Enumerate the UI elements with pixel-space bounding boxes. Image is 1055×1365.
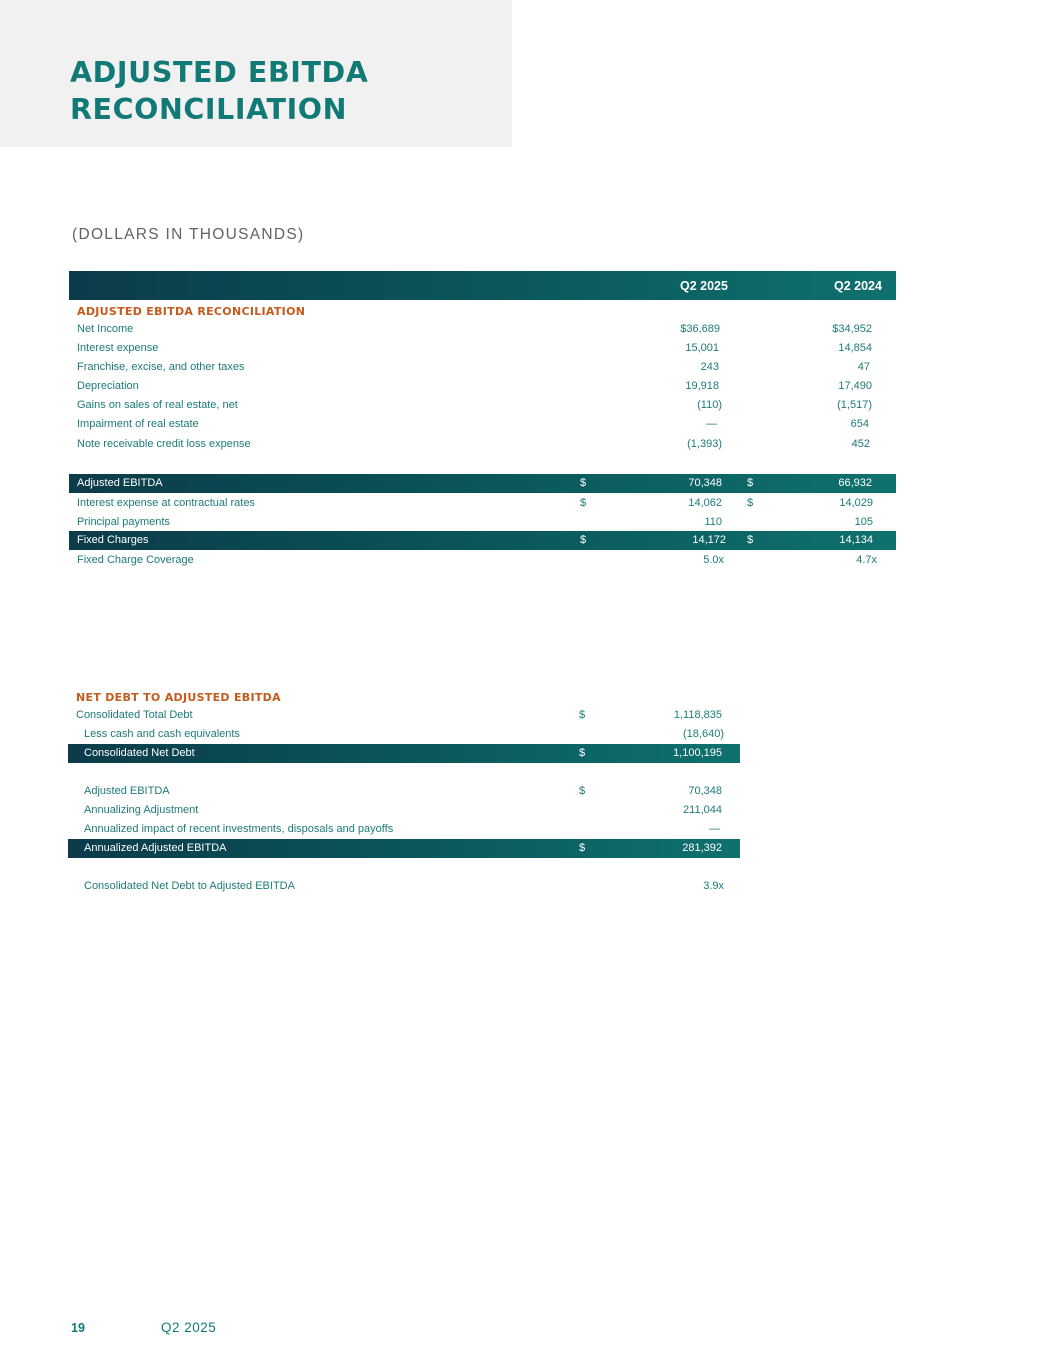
page-number: 19: [71, 1321, 85, 1335]
dollar-sign: $: [579, 747, 586, 759]
row-value-q2-2024: 654: [850, 418, 869, 430]
row-value-q2-2025: 70,348: [688, 477, 722, 489]
row-value-q2-2025: 110: [704, 516, 722, 528]
row-label: Annualizing Adjustment: [84, 804, 199, 816]
column-header-q2-2024: Q2 2024: [834, 279, 882, 293]
row-value-q2-2024: 66,932: [838, 477, 872, 489]
row-label: Gains on sales of real estate, net: [77, 399, 238, 411]
row-value: 70,348: [688, 785, 722, 797]
row-value: 1,118,835: [673, 709, 722, 721]
row-value-q2-2025: 19,918: [685, 380, 719, 392]
row-label: Consolidated Net Debt to Adjusted EBITDA: [84, 880, 295, 892]
row-value-q2-2025: 14,172: [692, 534, 726, 546]
row-value-q2-2024: 4.7x: [856, 554, 877, 566]
section-title-net-debt: NET DEBT TO ADJUSTED EBITDA: [76, 691, 281, 704]
dollar-sign: $: [747, 534, 754, 546]
row-label: Less cash and cash equivalents: [84, 728, 240, 740]
dollar-sign: $: [580, 497, 587, 509]
row-value-q2-2025: —: [706, 418, 717, 430]
row-value: 1,100,195: [673, 747, 722, 759]
table1-header: [69, 271, 896, 300]
page-title-line1: ADJUSTED EBITDA: [70, 56, 369, 89]
title-block: [0, 0, 512, 147]
row-label: Franchise, excise, and other taxes: [77, 361, 245, 373]
column-header-q2-2025: Q2 2025: [680, 279, 728, 293]
row-label: Consolidated Total Debt: [76, 709, 193, 721]
page-title: [70, 54, 368, 128]
page-title-line2: RECONCILIATION: [70, 93, 348, 126]
dollar-sign: $: [580, 477, 587, 489]
row-value-q2-2024: $34,952: [832, 323, 872, 335]
row-label: Adjusted EBITDA: [77, 477, 163, 489]
row-value-q2-2024: 47: [857, 361, 870, 373]
row-value-q2-2025: 243: [700, 361, 719, 373]
row-value: —: [709, 823, 720, 835]
row-label: Annualized impact of recent investments, disposals and payoffs: [84, 823, 394, 835]
row-label: Net Income: [77, 323, 134, 335]
row-value-q2-2025: (110): [697, 399, 722, 411]
row-value: 211,044: [683, 804, 722, 816]
footer-period: Q2 2025: [161, 1320, 217, 1335]
consolidated-net-debt-row: [68, 744, 740, 763]
row-value: (18,640): [683, 728, 724, 740]
row-label: Note receivable credit loss expense: [77, 438, 251, 450]
row-label: Depreciation: [77, 380, 139, 392]
row-value-q2-2024: 452: [851, 438, 870, 450]
row-value: 281,392: [682, 842, 722, 854]
row-label: Annualized Adjusted EBITDA: [84, 842, 227, 854]
row-value: 3.9x: [703, 880, 724, 892]
row-label: Interest expense at contractual rates: [77, 497, 255, 509]
row-value-q2-2025: 15,001: [685, 342, 719, 354]
row-value-q2-2024: 14,134: [839, 534, 873, 546]
row-value-q2-2025: (1,393): [687, 438, 722, 450]
row-value-q2-2025: $36,689: [680, 323, 720, 335]
row-label: Interest expense: [77, 342, 159, 354]
row-value-q2-2025: 5.0x: [703, 554, 724, 566]
row-label: Fixed Charge Coverage: [77, 554, 194, 566]
row-value-q2-2024: 105: [854, 516, 873, 528]
dollar-sign: $: [579, 785, 586, 797]
fixed-charges-row: [69, 531, 896, 550]
dollar-sign: $: [579, 709, 586, 721]
row-value-q2-2024: 14,029: [839, 497, 873, 509]
row-label: Fixed Charges: [77, 534, 149, 546]
row-label: Impairment of real estate: [77, 418, 199, 430]
dollar-sign: $: [747, 477, 754, 489]
row-value-q2-2024: 17,490: [838, 380, 872, 392]
dollar-sign: $: [579, 842, 586, 854]
section-title-ebitda: ADJUSTED EBITDA RECONCILIATION: [77, 305, 306, 318]
dollar-sign: $: [747, 497, 754, 509]
dollar-sign: $: [580, 534, 587, 546]
page-subtitle: (DOLLARS IN THOUSANDS): [72, 226, 305, 243]
row-label: Consolidated Net Debt: [84, 747, 195, 759]
adjusted-ebitda-row: [69, 474, 896, 493]
row-value-q2-2024: (1,517): [837, 399, 872, 411]
annualized-adjusted-ebitda-row: [68, 839, 740, 858]
row-value-q2-2025: 14,062: [688, 497, 722, 509]
row-value-q2-2024: 14,854: [838, 342, 872, 354]
row-label: Principal payments: [77, 516, 170, 528]
row-label: Adjusted EBITDA: [84, 785, 170, 797]
